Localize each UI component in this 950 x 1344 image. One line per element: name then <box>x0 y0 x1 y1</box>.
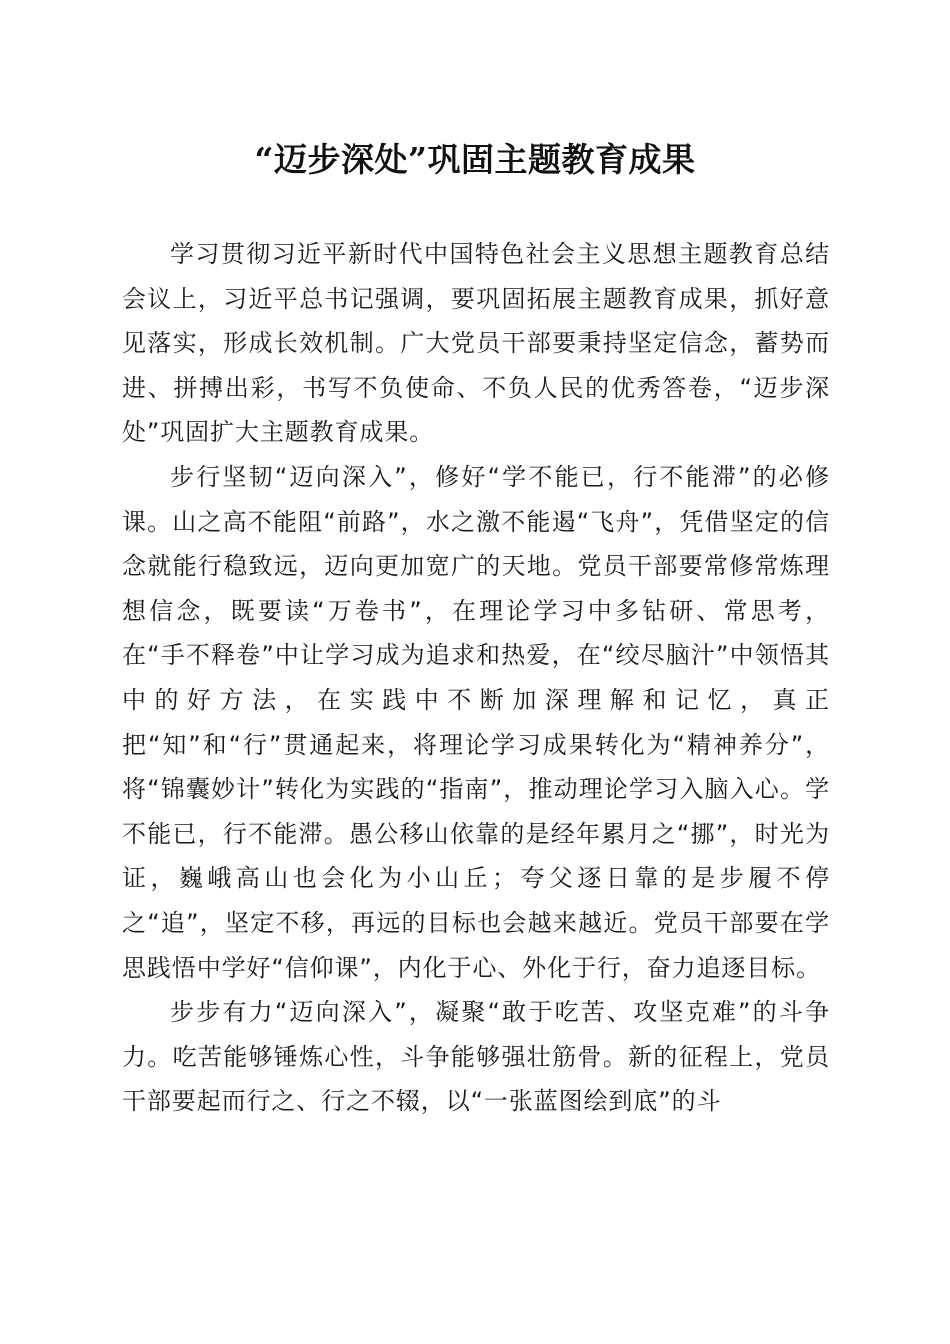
paragraph-1: 学习贯彻习近平新时代中国特色社会主义思想主题教育总结会议上，习近平总书记强调，要巩固拓展主题教育成果，抓好意见落实，形成长效机制。广大党员干部要秉持坚定信念，蓄势而进、拼搏出彩，书写不负使命、不负人民的优秀答卷，“迈步深处”巩固扩大主题教育成果。 <box>122 240 830 447</box>
article-body <box>122 232 830 1124</box>
page-title: “迈步深处”巩固主题教育成果 <box>254 140 696 179</box>
paragraph-3: 步步有力“迈向深入”，凝聚“敢于吃苦、攻坚克难”的斗争力。吃苦能够锤炼心性，斗争能够强壮筋骨。新的征程上，党员干部要起而行之、行之不辍，以“一张蓝图绘到底”的斗 <box>122 998 830 1116</box>
paragraph-2: 步行坚韧“迈向深入”，修好“学不能已，行不能滞”的必修课。山之高不能阻“前路”，水之激不能遏“飞舟”，凭借坚定的信念就能行稳致远，迈向更加宽广的天地。党员干部要常修常炼理想信念，既要读“万卷书”，在理论学习中多钻研、常思考，在“手不释卷”中让学习成为追求和热爱，在“绞尽脑汁”中领悟其中的好方法，在实践中不断加深理解和记忆，真正把“知”和“行”贯通起来，将理论学习成果转化为“精神养分”，将“锦囊妙计”转化为实践的“指南”，推动理论学习入脑入心。学不能已，行不能滞。愚公移山依靠的是经年累月之“挪”，时光为证，巍峨高山也会化为小山丘；夸父逐日靠的是步履不停之“追”，坚定不移，再远的目标也会越来越近。党员干部要在学思践悟中学好“信仰课”，内化于心、外化于行，奋力追逐目标。 <box>122 462 830 982</box>
